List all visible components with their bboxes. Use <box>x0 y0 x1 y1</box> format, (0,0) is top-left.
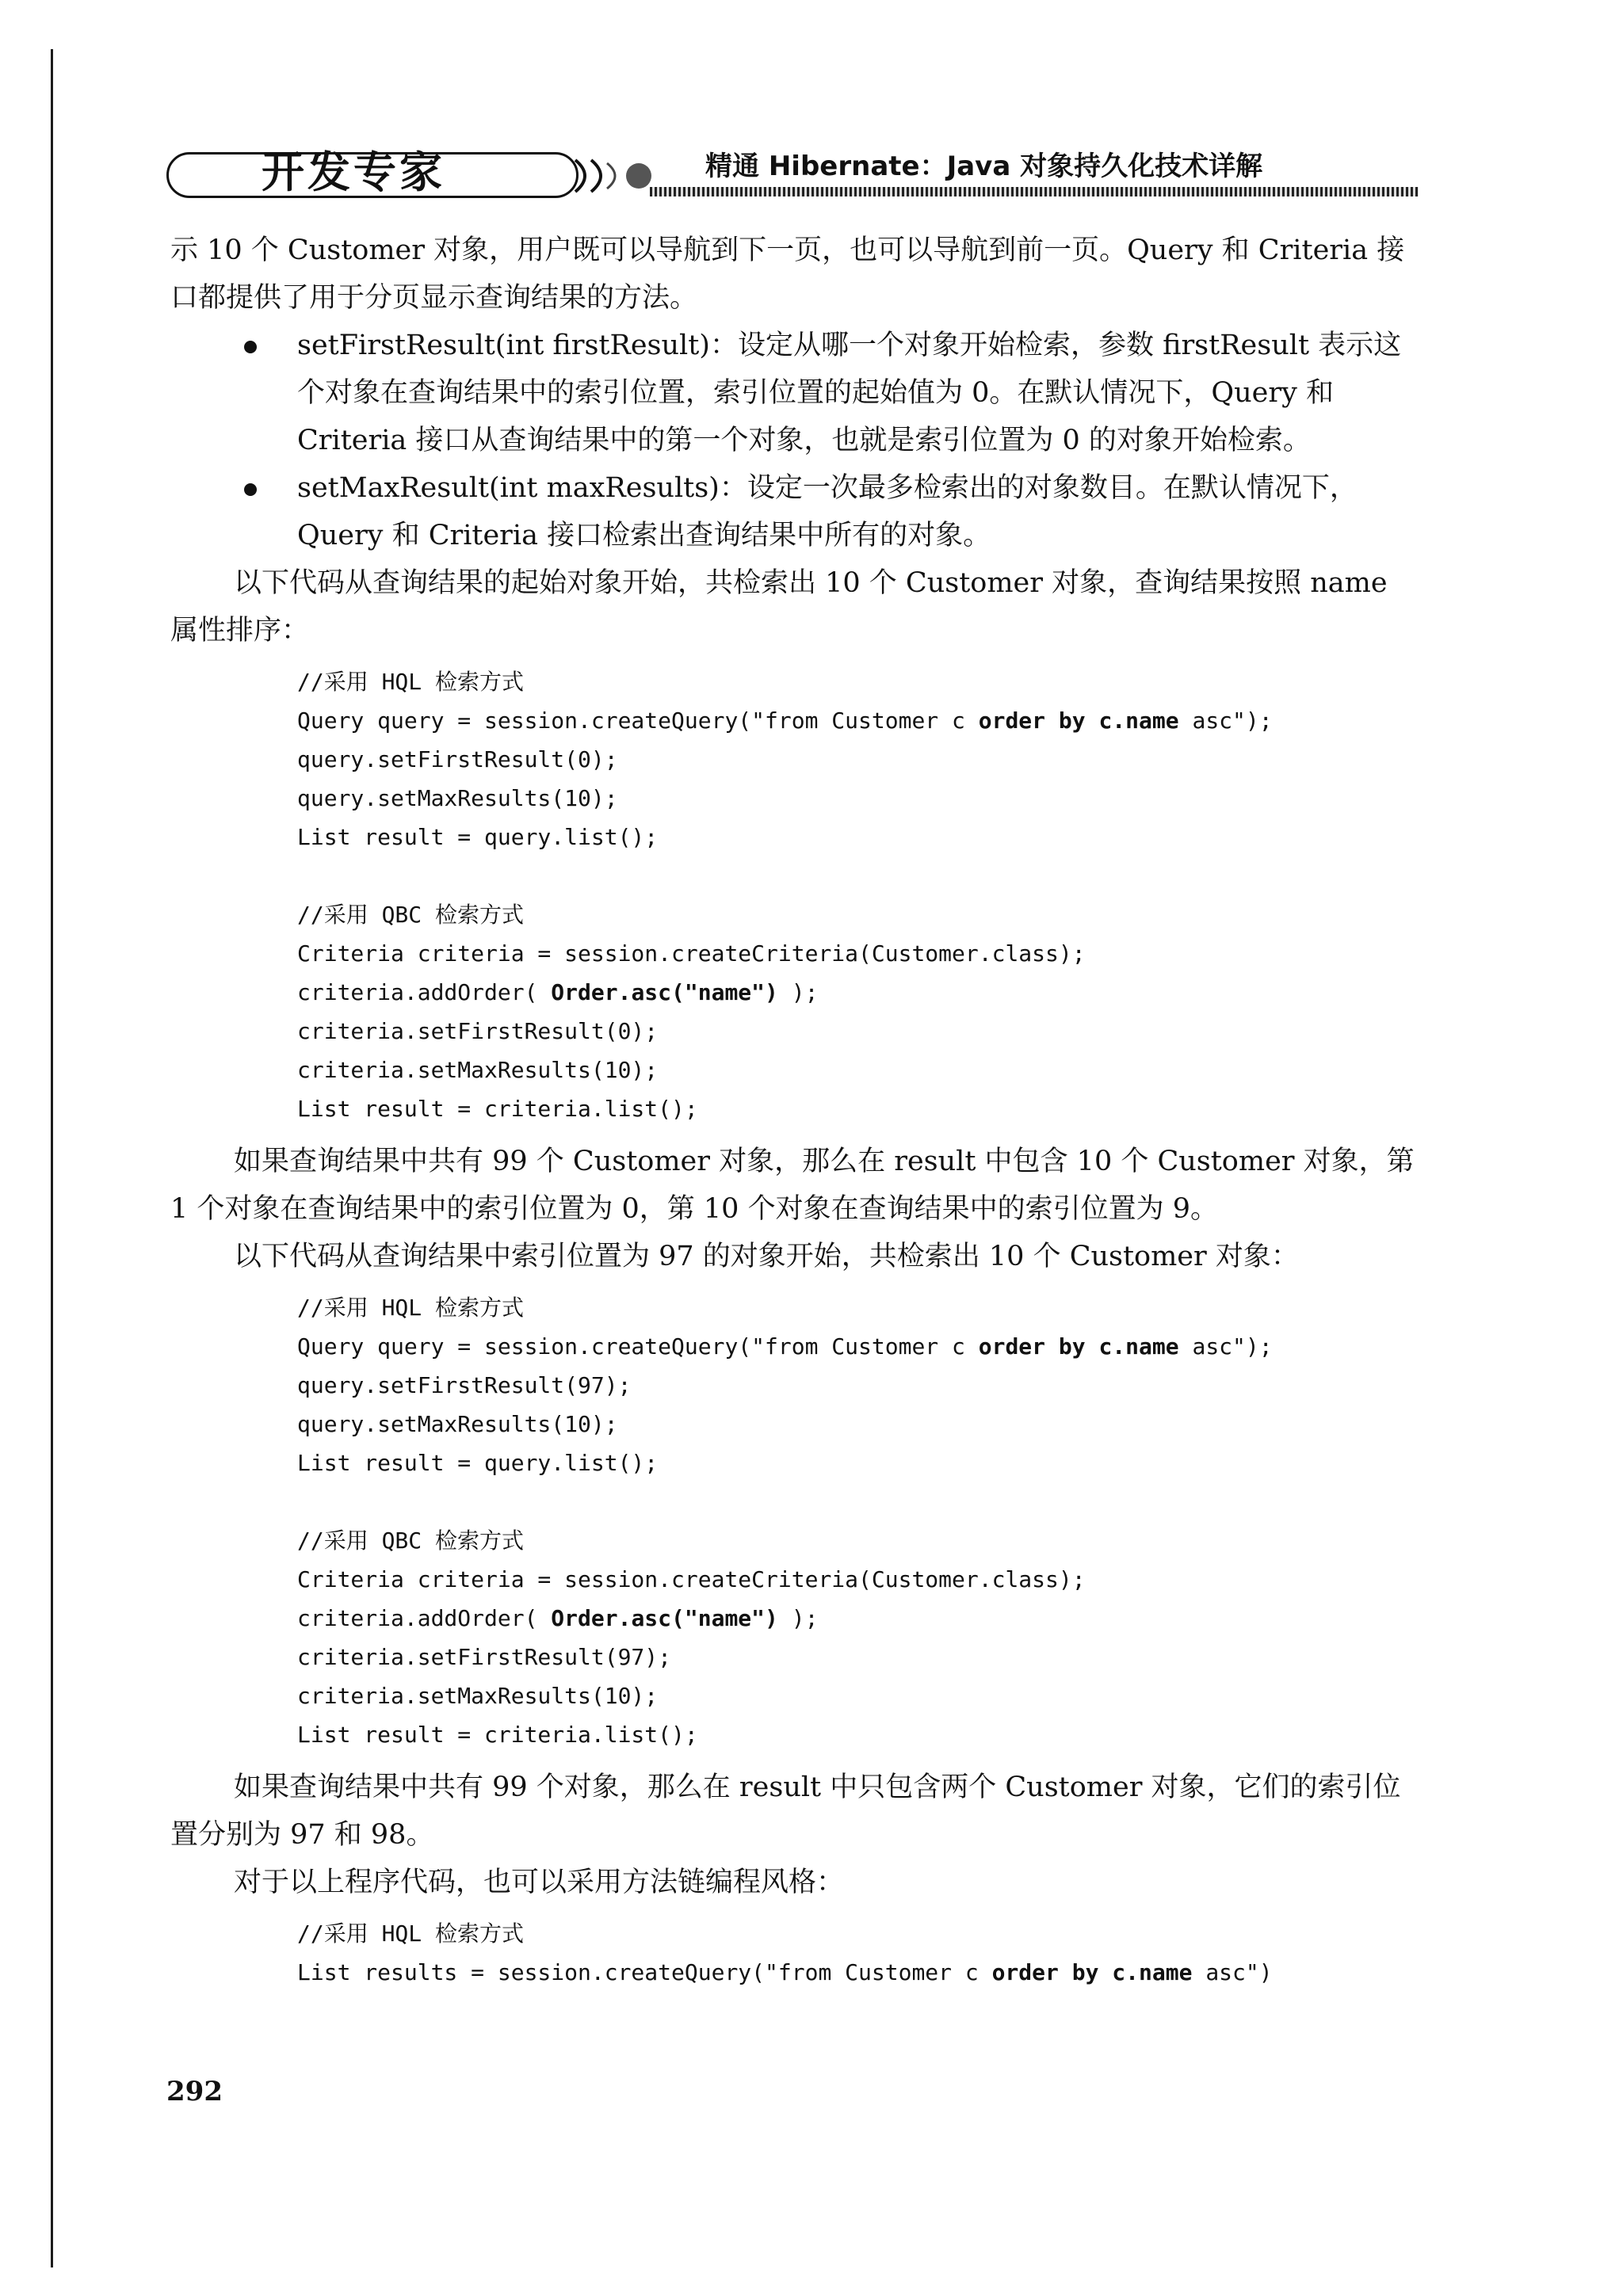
paragraph: 以下代码从查询结果中索引位置为 97 的对象开始，共检索出 10 个 Customer 对象： <box>234 1241 1299 1272</box>
code-comment: //采用 QBC 检索方式 <box>297 902 525 928</box>
page-number: 292 <box>166 2076 223 2107</box>
series-logo: 开发专家 <box>262 147 445 197</box>
page-header <box>166 141 1355 212</box>
code-block <box>297 662 1423 1128</box>
code-line: query.setMaxResults(10); <box>297 785 618 811</box>
code-line: List result = criteria.list(); <box>297 1096 698 1122</box>
bullet-icon <box>244 483 257 496</box>
code-line: List result = query.list(); <box>297 824 659 850</box>
intro-paragraph: 示 10 个 Customer 对象，用户既可以导航到下一页，也可以导航到前一页。Query 和 Criteria 接口都提供了用于分页显示查询结果的方法。 <box>170 235 1405 314</box>
code-line: Criteria criteria = session.createCriteria(Customer.class); <box>297 1566 1086 1592</box>
paragraph: 如果查询结果中共有 99 个 Customer 对象，那么在 result 中包含 10 个 Customer 对象，第 1 个对象在查询结果中的索引位置为 0，第 10 个对象在查询结果中的索引位置为 9。 <box>170 1146 1415 1225</box>
code-line: Query query = session.createQuery("from Customer c order by c.name asc"); <box>297 1333 1273 1360</box>
code-line: criteria.setMaxResults(10); <box>297 1683 659 1709</box>
paragraph: 如果查询结果中共有 99 个对象，那么在 result 中只包含两个 Customer 对象，它们的索引位置分别为 97 和 98。 <box>170 1772 1401 1851</box>
code-block <box>297 1288 1423 1754</box>
code-line: List result = criteria.list(); <box>297 1722 698 1748</box>
code-line: Criteria criteria = session.createCriteria(Customer.class); <box>297 940 1086 967</box>
bullet-item <box>170 322 1423 464</box>
code-line: criteria.addOrder( Order.asc("name") ); <box>297 1605 819 1631</box>
code-comment: //采用 HQL 检索方式 <box>297 1920 525 1947</box>
bullet-text: setFirstResult(int firstResult)：设定从哪一个对象开始检索，参数 firstResult 表示这个对象在查询结果中的索引位置，索引位置的起始值为 0。在默认情况下，Query 和 Criteria 接口从查询结果中的第一个对象，也就是索引位置为 0 的对象开始检索。 <box>297 330 1402 456</box>
code-line: query.setFirstResult(0); <box>297 746 618 772</box>
code-line: query.setMaxResults(10); <box>297 1411 618 1437</box>
code-block <box>297 1914 1423 1992</box>
bullet-text: setMaxResult(int maxResults)：设定一次最多检索出的对象数目。在默认情况下，Query 和 Criteria 接口检索出查询结果中所有的对象。 <box>297 472 1358 551</box>
page-margin-line <box>51 49 53 2267</box>
bullet-item <box>170 464 1423 559</box>
code-blank-line <box>297 1482 1423 1521</box>
code-line: query.setFirstResult(97); <box>297 1372 632 1398</box>
code-line: criteria.setMaxResults(10); <box>297 1057 659 1083</box>
code-line: Query query = session.createQuery("from Customer c order by c.name asc"); <box>297 707 1273 734</box>
code-line: criteria.setFirstResult(0); <box>297 1018 659 1044</box>
code-blank-line <box>297 856 1423 895</box>
paragraph: 以下代码从查询结果的起始对象开始，共检索出 10 个 Customer 对象，查询结果按照 name 属性排序： <box>170 567 1388 646</box>
code-comment: //采用 QBC 检索方式 <box>297 1527 525 1554</box>
code-comment: //采用 HQL 检索方式 <box>297 1295 525 1321</box>
paragraph: 对于以上程序代码，也可以采用方法链编程风格： <box>234 1867 845 1898</box>
code-line: List results = session.createQuery("from Customer c order by c.name asc") <box>297 1959 1273 1985</box>
header-rule <box>650 187 1419 196</box>
code-comment: //采用 HQL 检索方式 <box>297 669 525 695</box>
code-line: List result = query.list(); <box>297 1450 659 1476</box>
code-line: criteria.addOrder( Order.asc("name") ); <box>297 979 819 1005</box>
book-title: 精通 Hibernate：Java 对象持久化技术详解 <box>705 151 1263 182</box>
code-line: criteria.setFirstResult(97); <box>297 1644 672 1670</box>
page-body <box>170 227 1423 2001</box>
logo-arrows-icon <box>571 155 658 196</box>
bullet-icon <box>244 341 257 353</box>
